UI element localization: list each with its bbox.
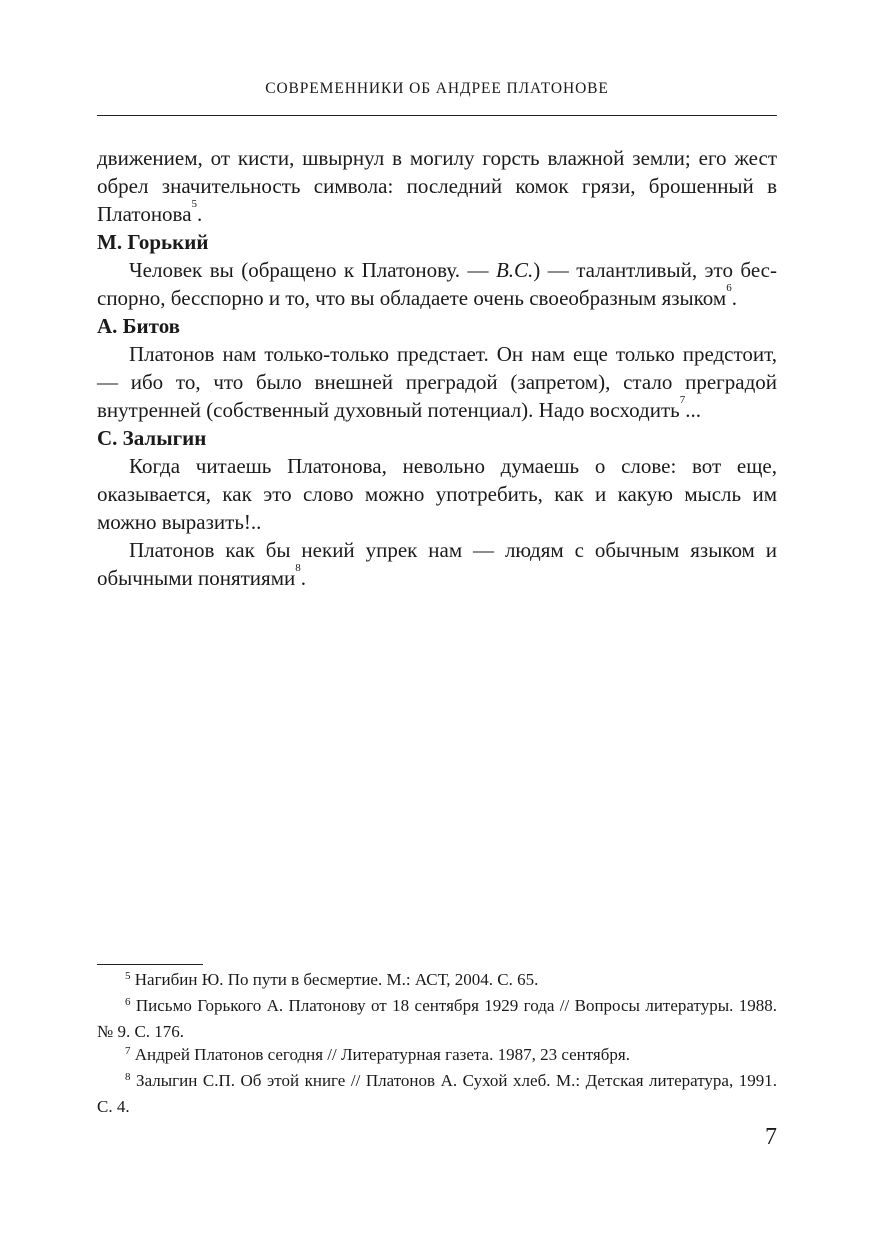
intro-text: движением, от кисти, швырнул в могилу горсть влажной земли; его жест обрел значительность символа: последний комок грязи, брошенный в Платонова — [97, 146, 777, 226]
gorky-paragraph — [97, 256, 777, 312]
gorky-text-before: Человек вы (обращено к Платонову. — — [129, 258, 496, 282]
footnote-number: 5 — [125, 970, 131, 982]
footnote-ref-7[interactable]: 7 — [679, 394, 686, 406]
footnote-number: 6 — [125, 996, 131, 1008]
footnote-ref-6[interactable]: 6 — [726, 282, 732, 294]
editor-initials: В.С. — [495, 258, 534, 282]
bitov-paragraph — [97, 340, 777, 424]
footnote-number: 8 — [125, 1071, 131, 1083]
footnote-text: Андрей Платонов сегодня // Литературная газета. 1987, 23 сентября. — [134, 1045, 630, 1064]
main-text — [97, 144, 777, 592]
footnote-text: Залыгин С.П. Об этой книге // Платонов А. Сухой хлеб. М.: Детская литература, 1991. С. 4. — [97, 1071, 778, 1116]
footnote-ref-5[interactable]: 5 — [191, 198, 198, 210]
section-title-zalygin: С. Залыгин — [97, 426, 207, 450]
footnote — [97, 1043, 777, 1069]
footnote — [97, 968, 777, 994]
footnote — [97, 994, 777, 1043]
intro-paragraph — [97, 144, 777, 228]
footnote — [97, 1069, 777, 1118]
footnote-number: 7 — [125, 1045, 131, 1057]
bitov-end: ... — [685, 398, 701, 422]
bitov-text: Платонов нам только-только предстает. Он нам еще только предстоит, — ибо то, что было внешней преградой (запретом), стало преградой внутренней (собственный духовный потенциал). Надо восходить — [97, 342, 777, 422]
section-title-bitov: А. Битов — [97, 314, 181, 338]
zalygin-paragraph-1: Когда читаешь Платонова, невольно думаешь о слове: вот еще, оказывается, как это слово можно употребить, как и какую мысль им можно выразить!.. — [97, 454, 777, 534]
footnote-divider — [97, 964, 203, 965]
zalygin-end: . — [300, 566, 306, 590]
intro-end: . — [197, 202, 203, 226]
zalygin-paragraph-2 — [97, 536, 777, 592]
section-title-gorky: М. Горький — [97, 230, 209, 254]
footnote-text: Нагибин Ю. По пути в бесмертие. М.: АСТ, 2004. С. 65. — [134, 970, 539, 989]
zalygin-text: Платонов как бы некий упрек нам — людям с обычным языком и обычными понятиями — [97, 538, 777, 590]
footnotes — [97, 968, 777, 1118]
footnote-ref-8[interactable]: 8 — [295, 562, 301, 574]
header-divider — [97, 115, 777, 116]
gorky-end: . — [731, 286, 737, 310]
gorky-text-after: ) — талантливый, это бесспорно, бесспорно и то, что вы обладаете очень своеобразным языком — [97, 258, 777, 310]
running-header: СОВРЕМЕННИКИ ОБ АНДРЕЕ ПЛАТОНОВЕ — [265, 80, 609, 97]
page-number: 7 — [765, 1124, 777, 1150]
footnote-text: Письмо Горького А. Платонову от 18 сентября 1929 года // Вопросы литературы. 1988. № 9. С. 176. — [97, 996, 778, 1041]
